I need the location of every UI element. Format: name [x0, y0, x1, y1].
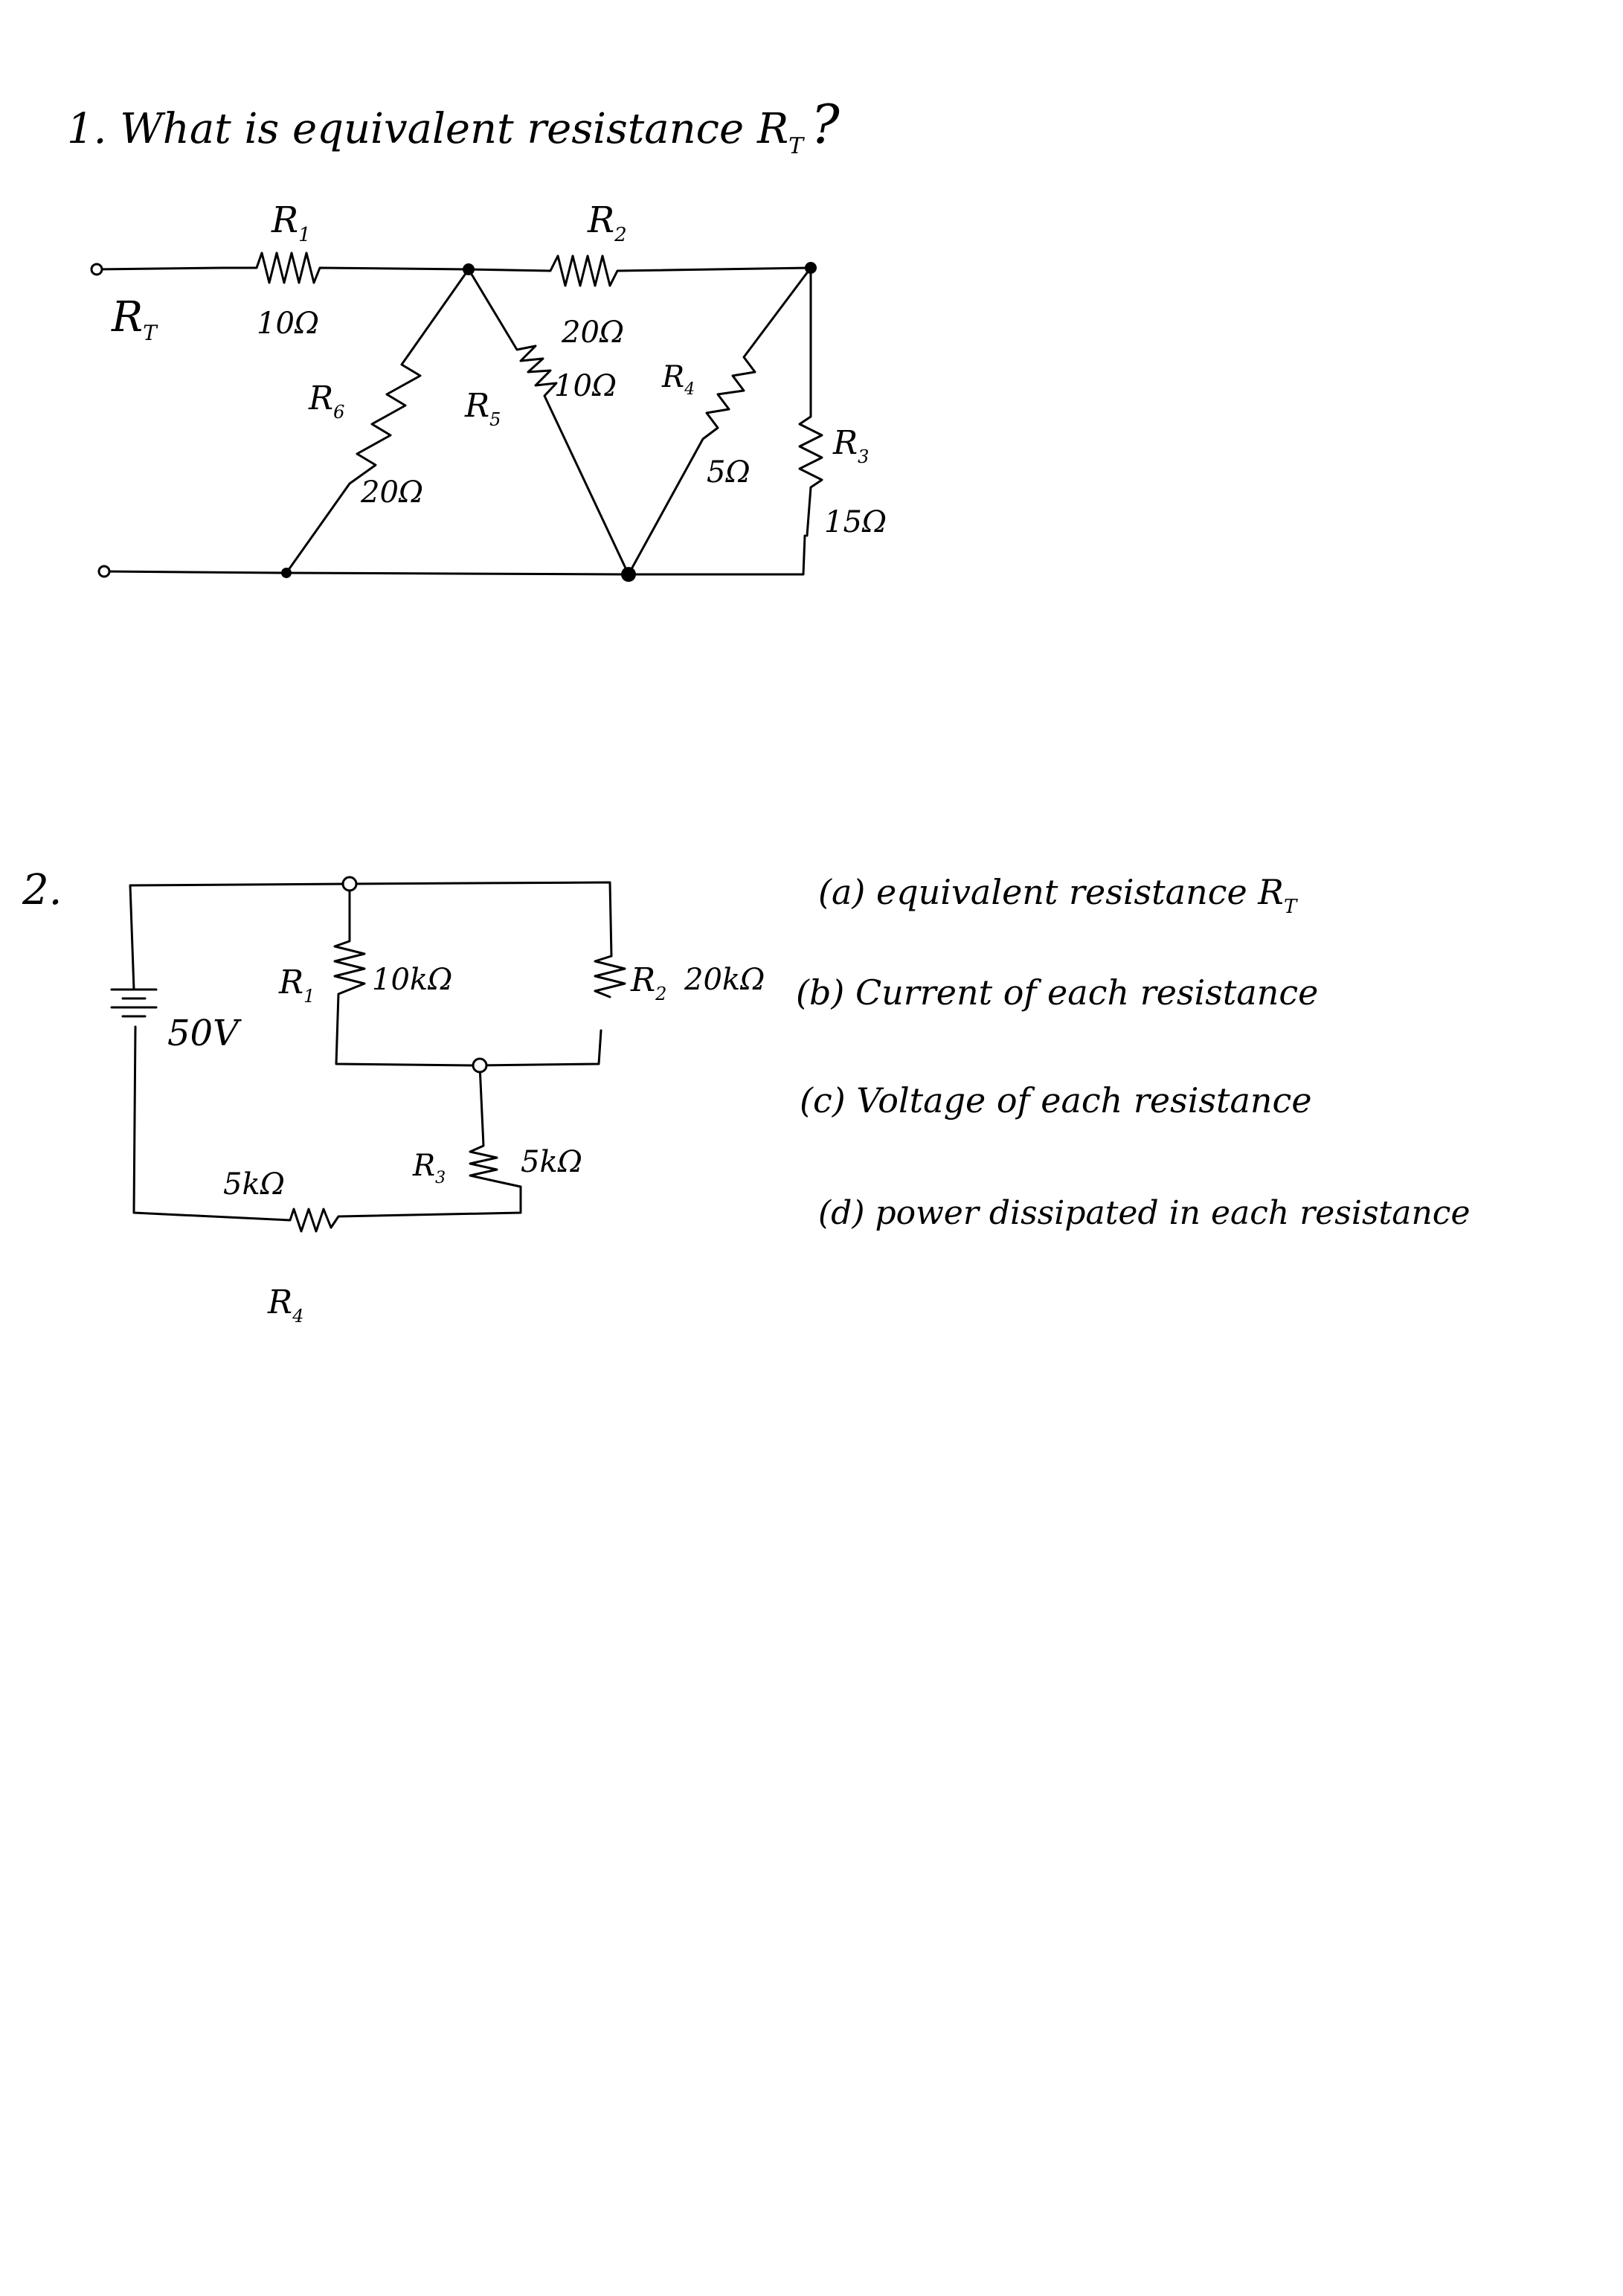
problem2-question-d: (d) power dissipated in each resistance	[818, 1194, 1471, 1232]
problem1-r3-branch	[800, 268, 822, 536]
problem1-r2-value: 20Ω	[562, 315, 625, 350]
problem1-node-d	[281, 568, 292, 578]
problem1-r6-value: 20Ω	[361, 475, 424, 510]
problem2-left-top-wire	[130, 882, 611, 990]
problem1-node-a	[463, 263, 475, 275]
problem2-question-a: (a) equivalent resistance $R_T$	[818, 872, 1297, 918]
problem1-node-b	[805, 262, 817, 274]
problem1-r6-label: $R_6$	[309, 379, 345, 423]
problem2-number: 2.	[22, 866, 62, 914]
problem1-terminal-label: $R_T$	[112, 293, 157, 345]
problem2-r2-branch	[595, 956, 625, 997]
problem1-r1-value: 10Ω	[257, 307, 320, 341]
problem1-r4-branch	[629, 268, 811, 574]
problem1-r3-value: 15Ω	[824, 505, 887, 539]
problem2-r4-value: 5kΩ	[223, 1167, 285, 1202]
problem1-circuit	[91, 253, 822, 582]
problem2-node-top	[343, 877, 356, 891]
problem1-terminal-bottom	[99, 566, 109, 577]
problem2-question-c: (c) Voltage of each resistance	[800, 1080, 1312, 1120]
problem1	[67, 93, 887, 582]
problem2-question-b: (b) Current of each resistance	[796, 972, 1319, 1013]
problem1-r3-label: $R_3$	[833, 424, 870, 467]
problem2	[22, 866, 1470, 1327]
problem2-r4-label: $R_4$	[268, 1283, 304, 1327]
problem2-r3-branch	[470, 1065, 521, 1187]
problem1-r4-label: $R_4$	[662, 360, 695, 399]
problem2-r2-value: 20kΩ	[684, 963, 765, 997]
problem2-node-middle	[473, 1059, 486, 1072]
problem1-question: 1. What is equivalent resistance $R_T$ ?	[67, 93, 840, 159]
problem2-r3-value: 5kΩ	[521, 1145, 582, 1179]
battery-icon	[112, 990, 156, 1016]
problem2-r1-value: 10kΩ	[372, 963, 453, 997]
problem1-r5-label: $R_5$	[465, 387, 501, 430]
problem2-r3-label: $R_3$	[413, 1149, 446, 1187]
problem1-r2-label: $R_2$	[588, 199, 627, 246]
problem1-bottom-wire	[104, 536, 805, 574]
problem1-terminal-top	[91, 264, 102, 275]
problem2-source-voltage: 50V	[167, 1013, 239, 1054]
problem1-top-wire	[97, 253, 811, 286]
problem2-r1-label: $R_1$	[279, 963, 315, 1007]
problem2-r2-label: $R_2$	[631, 961, 667, 1004]
problem1-r1-label: $R_1$	[271, 199, 311, 246]
problem1-node-c	[621, 567, 636, 582]
problem2-left-bottom-wire	[134, 1027, 521, 1231]
problem1-r5-value: 10Ω	[554, 369, 617, 403]
problem1-r4-value: 5Ω	[707, 455, 751, 490]
